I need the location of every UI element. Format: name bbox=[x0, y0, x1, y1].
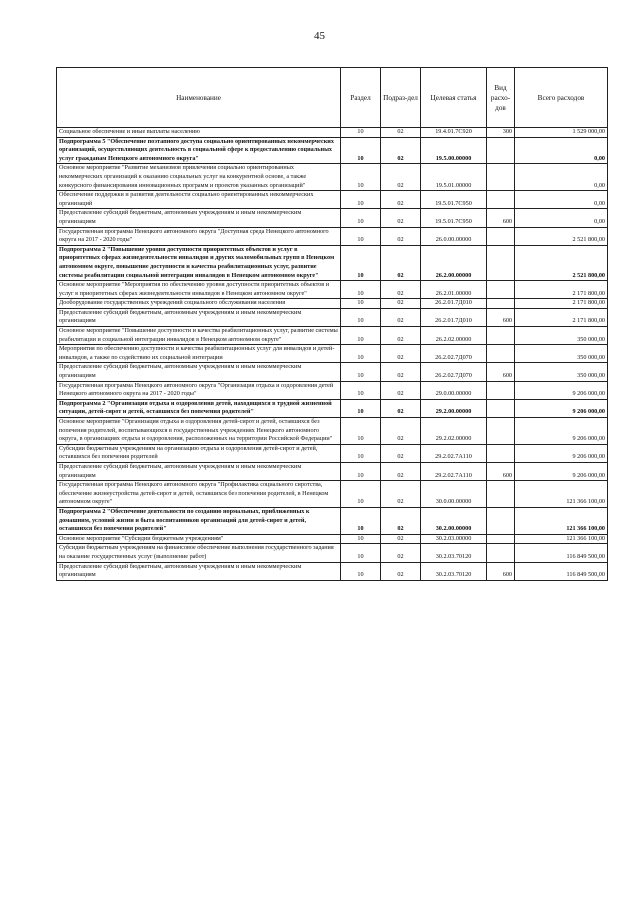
row-podrazdel: 02 bbox=[381, 481, 421, 508]
row-name: Предоставление субсидий бюджетным, автономным учреждениям и иным некоммерческим организациям bbox=[57, 209, 341, 227]
table-body bbox=[57, 128, 608, 581]
table-row bbox=[57, 164, 608, 191]
row-podrazdel: 02 bbox=[381, 191, 421, 209]
row-podrazdel: 02 bbox=[381, 462, 421, 480]
row-razdel: 10 bbox=[341, 164, 381, 191]
header-podrazdel: Подраз-дел bbox=[381, 68, 421, 128]
table-row bbox=[57, 308, 608, 326]
row-name: Предоставление субсидий бюджетным, автономным учреждениям и иным некоммерческим организациям bbox=[57, 363, 341, 381]
row-vid: 600 bbox=[487, 562, 515, 580]
row-name: Субсидии бюджетным учреждениям на организацию отдыха и оздоровления детей-сирот и детей, оставшихся без попечения родителей bbox=[57, 444, 341, 462]
row-vid bbox=[487, 481, 515, 508]
header-sum: Всего расходов bbox=[515, 68, 608, 128]
row-vid bbox=[487, 245, 515, 280]
table-row bbox=[57, 363, 608, 381]
row-razdel: 10 bbox=[341, 444, 381, 462]
row-name: Предоставление субсидий бюджетным, автономным учреждениям и иным некоммерческим организациям bbox=[57, 562, 341, 580]
row-podrazdel: 02 bbox=[381, 327, 421, 345]
row-vid bbox=[487, 418, 515, 445]
table-row bbox=[57, 245, 608, 280]
row-sum: 9 206 000,00 bbox=[515, 444, 608, 462]
budget-table bbox=[56, 67, 608, 581]
table-row bbox=[57, 507, 608, 534]
row-stat: 29.2.02.7А110 bbox=[421, 444, 487, 462]
row-sum: 1 529 000,00 bbox=[515, 128, 608, 138]
table-row bbox=[57, 345, 608, 363]
row-razdel: 10 bbox=[341, 281, 381, 299]
row-stat: 19.5.01.00000 bbox=[421, 164, 487, 191]
row-stat: 30.2.00.00000 bbox=[421, 507, 487, 534]
row-podrazdel: 02 bbox=[381, 444, 421, 462]
row-razdel: 10 bbox=[341, 209, 381, 227]
table-row bbox=[57, 462, 608, 480]
table-row bbox=[57, 544, 608, 562]
row-sum: 0,00 bbox=[515, 209, 608, 227]
row-name: Государственная программа Ненецкого автономного округа "Организация отдыха и оздоровления детей Ненецкого автономного округа на 2017 - 2020 годы" bbox=[57, 381, 341, 399]
row-podrazdel: 02 bbox=[381, 128, 421, 138]
table-row bbox=[57, 381, 608, 399]
row-stat: 26.2.00.00000 bbox=[421, 245, 487, 280]
header-razdel: Раздел bbox=[341, 68, 381, 128]
row-sum: 121 366 100,00 bbox=[515, 481, 608, 508]
row-stat: 26.2.02.00000 bbox=[421, 327, 487, 345]
row-razdel: 10 bbox=[341, 381, 381, 399]
row-name: Основное мероприятие "Развитие механизмов привлечения социально ориентированных некоммерческих организаций к оказанию социальных услуг на конкурентной основе, а также конкурсного финансирования инновационных программ и проектов указанных организаций" bbox=[57, 164, 341, 191]
row-vid bbox=[487, 534, 515, 544]
row-vid: 600 bbox=[487, 308, 515, 326]
row-vid bbox=[487, 281, 515, 299]
table-row bbox=[57, 299, 608, 309]
table-row bbox=[57, 399, 608, 417]
row-vid: 600 bbox=[487, 209, 515, 227]
row-sum: 350 000,00 bbox=[515, 363, 608, 381]
table-row bbox=[57, 481, 608, 508]
row-sum: 0,00 bbox=[515, 137, 608, 164]
row-vid: 600 bbox=[487, 462, 515, 480]
table-header-row bbox=[57, 68, 608, 128]
row-razdel: 10 bbox=[341, 299, 381, 309]
row-sum: 2 171 800,00 bbox=[515, 299, 608, 309]
row-vid bbox=[487, 544, 515, 562]
row-razdel: 10 bbox=[341, 345, 381, 363]
row-vid bbox=[487, 137, 515, 164]
row-name: Предоставление субсидий бюджетным, автономным учреждениям и иным некоммерческим организациям bbox=[57, 308, 341, 326]
row-vid bbox=[487, 191, 515, 209]
row-sum: 121 366 100,00 bbox=[515, 507, 608, 534]
row-name: Предоставление субсидий бюджетным, автономным учреждениям и иным некоммерческим организациям bbox=[57, 462, 341, 480]
row-razdel: 10 bbox=[341, 544, 381, 562]
row-name: Мероприятия по обеспечению доступности и качества реабилитационных услуг для инвалидов и детей-инвалидов, а также по содействию их социальной интеграции bbox=[57, 345, 341, 363]
header-stat: Целевая статья bbox=[421, 68, 487, 128]
table-row bbox=[57, 281, 608, 299]
header-name: Наименование bbox=[57, 68, 341, 128]
row-vid bbox=[487, 327, 515, 345]
row-sum: 2 171 800,00 bbox=[515, 308, 608, 326]
row-stat: 19.4.01.7С920 bbox=[421, 128, 487, 138]
row-sum: 350 000,00 bbox=[515, 327, 608, 345]
row-podrazdel: 02 bbox=[381, 418, 421, 445]
row-podrazdel: 02 bbox=[381, 534, 421, 544]
row-vid bbox=[487, 444, 515, 462]
row-razdel: 10 bbox=[341, 481, 381, 508]
row-podrazdel: 02 bbox=[381, 363, 421, 381]
row-razdel: 10 bbox=[341, 137, 381, 164]
row-sum: 9 206 000,00 bbox=[515, 462, 608, 480]
row-stat: 26.2.02.7Д070 bbox=[421, 345, 487, 363]
row-podrazdel: 02 bbox=[381, 507, 421, 534]
row-razdel: 10 bbox=[341, 399, 381, 417]
row-podrazdel: 02 bbox=[381, 308, 421, 326]
row-razdel: 10 bbox=[341, 128, 381, 138]
row-stat: 30.2.03.00000 bbox=[421, 534, 487, 544]
row-razdel: 10 bbox=[341, 245, 381, 280]
row-stat: 29.2.00.00000 bbox=[421, 399, 487, 417]
row-vid: 300 bbox=[487, 128, 515, 138]
row-name: Подпрограмма 2 "Повышение уровня доступности приоритетных объектов и услуг в приоритетных сферах жизнедеятельности инвалидов и других маломобильных групп в Ненецком автономном округе, повышение доступности и качества реабилитационных услуг, развитие системы реабилитации социальной интеграции инвалидов в Ненецком автономном округе" bbox=[57, 245, 341, 280]
row-razdel: 10 bbox=[341, 462, 381, 480]
page-number: 45 bbox=[314, 30, 325, 42]
row-name: Обеспечение поддержки и развития деятельности социально ориентированных некоммерческих организаций bbox=[57, 191, 341, 209]
row-sum: 9 206 000,00 bbox=[515, 381, 608, 399]
row-name: Подпрограмма 2 "Организация отдыха и оздоровления детей, находящихся в трудной жизненной ситуации, детей-сирот и детей, оставшихся без попечения родителей" bbox=[57, 399, 341, 417]
row-razdel: 10 bbox=[341, 534, 381, 544]
row-podrazdel: 02 bbox=[381, 345, 421, 363]
row-stat: 30.2.03.70120 bbox=[421, 562, 487, 580]
row-name: Социальное обеспечение и иные выплаты населению bbox=[57, 128, 341, 138]
row-sum: 121 366 100,00 bbox=[515, 534, 608, 544]
row-sum: 350 000,00 bbox=[515, 345, 608, 363]
table-row bbox=[57, 534, 608, 544]
row-razdel: 10 bbox=[341, 308, 381, 326]
row-razdel: 10 bbox=[341, 507, 381, 534]
row-razdel: 10 bbox=[341, 191, 381, 209]
row-vid bbox=[487, 345, 515, 363]
row-razdel: 10 bbox=[341, 227, 381, 245]
row-razdel: 10 bbox=[341, 327, 381, 345]
row-sum: 2 521 800,00 bbox=[515, 245, 608, 280]
row-name: Основное мероприятие "Мероприятия по обеспечению уровня доступности приоритетных объектов и услуг в приоритетных сферах жизнедеятельности инвалидов в Ненецком автономном округе" bbox=[57, 281, 341, 299]
row-vid bbox=[487, 164, 515, 191]
row-podrazdel: 02 bbox=[381, 562, 421, 580]
row-stat: 29.0.00.00000 bbox=[421, 381, 487, 399]
row-vid bbox=[487, 299, 515, 309]
row-podrazdel: 02 bbox=[381, 381, 421, 399]
row-podrazdel: 02 bbox=[381, 399, 421, 417]
table-row bbox=[57, 128, 608, 138]
row-stat: 19.5.01.7С950 bbox=[421, 191, 487, 209]
row-sum: 116 849 500,00 bbox=[515, 562, 608, 580]
row-razdel: 10 bbox=[341, 418, 381, 445]
row-name: Субсидии бюджетным учреждениям на финансовое обеспечение выполнения государственного задания на оказание государственных услуг (выполнение работ) bbox=[57, 544, 341, 562]
row-vid bbox=[487, 227, 515, 245]
table-row bbox=[57, 209, 608, 227]
row-sum: 2 171 800,00 bbox=[515, 281, 608, 299]
row-vid: 600 bbox=[487, 363, 515, 381]
row-stat: 26.2.01.00000 bbox=[421, 281, 487, 299]
row-stat: 30.2.03.70120 bbox=[421, 544, 487, 562]
row-podrazdel: 02 bbox=[381, 164, 421, 191]
row-sum: 0,00 bbox=[515, 164, 608, 191]
row-sum: 116 849 500,00 bbox=[515, 544, 608, 562]
row-sum: 9 206 000,00 bbox=[515, 399, 608, 417]
table-row bbox=[57, 562, 608, 580]
header-vid: Вид расхо-дов bbox=[487, 68, 515, 128]
row-name: Государственная программа Ненецкого автономного округа "Доступная среда Ненецкого автономного округа на 2017 - 2020 годы" bbox=[57, 227, 341, 245]
row-name: Основное мероприятие "Повышение доступности и качества реабилитационных услуг, развитие системы реабилитации и социальной интеграции инвалидов в Ненецком автономном округе" bbox=[57, 327, 341, 345]
row-vid bbox=[487, 381, 515, 399]
table-row bbox=[57, 137, 608, 164]
row-podrazdel: 02 bbox=[381, 299, 421, 309]
row-razdel: 10 bbox=[341, 562, 381, 580]
row-razdel: 10 bbox=[341, 363, 381, 381]
row-stat: 19.5.01.7С950 bbox=[421, 209, 487, 227]
table-row bbox=[57, 327, 608, 345]
row-sum: 9 206 000,00 bbox=[515, 418, 608, 445]
row-stat: 29.2.02.7А110 bbox=[421, 462, 487, 480]
row-name: Основное мероприятие "Субсидии бюджетным учреждениям" bbox=[57, 534, 341, 544]
row-name: Подпрограмма 5 "Обеспечение поэтапного доступа социально ориентированных некоммерческих организаций, осуществляющих деятельность в социальной сфере к предоставлению социальных услуг гражданам Ненецкого автономного округа" bbox=[57, 137, 341, 164]
row-podrazdel: 02 bbox=[381, 544, 421, 562]
row-stat: 26.2.01.7Д010 bbox=[421, 308, 487, 326]
table-row bbox=[57, 444, 608, 462]
table-row bbox=[57, 227, 608, 245]
row-podrazdel: 02 bbox=[381, 281, 421, 299]
row-sum: 0,00 bbox=[515, 191, 608, 209]
row-vid bbox=[487, 399, 515, 417]
row-sum: 2 521 800,00 bbox=[515, 227, 608, 245]
row-name: Дооборудование государственных учреждений социального обслуживания населения bbox=[57, 299, 341, 309]
row-podrazdel: 02 bbox=[381, 137, 421, 164]
row-name: Государственная программа Ненецкого автономного округа "Профилактика социального сиротства, обеспечение жизнеустройства детей-сирот и детей, оставшихся без попечения родителей, в Ненецком автономном округе" bbox=[57, 481, 341, 508]
row-vid bbox=[487, 507, 515, 534]
row-podrazdel: 02 bbox=[381, 209, 421, 227]
row-stat: 30.0.00.00000 bbox=[421, 481, 487, 508]
row-stat: 19.5.00.00000 bbox=[421, 137, 487, 164]
table-row bbox=[57, 418, 608, 445]
row-name: Основное мероприятие "Организация отдыха и оздоровления детей-сирот и детей, оставшихся без попечения родителей, воспитывающихся в государственных учреждениях Ненецкого автономного округа, в организациях отдыха и оздоровления, расположенных на территории Российской Федерации" bbox=[57, 418, 341, 445]
row-podrazdel: 02 bbox=[381, 227, 421, 245]
row-podrazdel: 02 bbox=[381, 245, 421, 280]
row-name: Подпрограмма 2 "Обеспечение деятельности по созданию нормальных, приближенных к домашним, условий жизни и быта воспитанников организаций для детей-сирот и детей, оставшихся без попечения родителей" bbox=[57, 507, 341, 534]
row-stat: 29.2.02.00000 bbox=[421, 418, 487, 445]
table-row bbox=[57, 191, 608, 209]
row-stat: 26.2.02.7Д070 bbox=[421, 363, 487, 381]
row-stat: 26.2.01.7Д010 bbox=[421, 299, 487, 309]
row-stat: 26.0.00.00000 bbox=[421, 227, 487, 245]
